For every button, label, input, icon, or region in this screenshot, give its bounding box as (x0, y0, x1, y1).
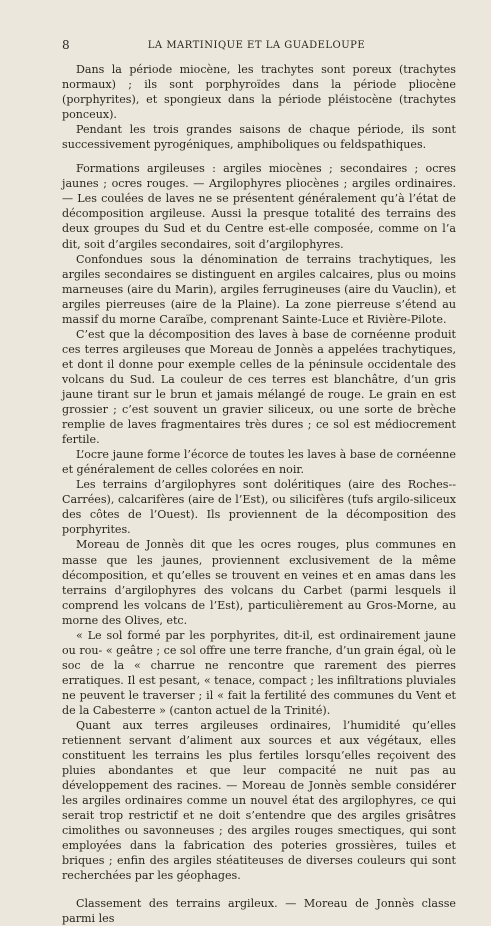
paragraph-6: L’ocre jaune forme l’écorce de toutes les laves à base de cornéenne et généralement de celles colorées en noir. (62, 448, 456, 477)
paragraph-10: Quant aux terres argileuses ordinaires, l’humidité qu’elles retiennent servant d’aliment aux sources et aux végétaux, elles constituent les terrains les plus fertiles lorsqu’elles reçoivent des pluies abondantes et que leur compacité ne nuit pas au développement des racines. — Moreau de Jonnès semble considérer les argiles ordinaires comme un nouvel état des argilophyres, ce qui serait trop restrictif et ne doit s’entendre que des argiles grisâtres cimolithes ou savonneuses ; des argiles rouges smectiques, qui sont employées dans la fabrication des poteries grossières, tuiles et briques ; enfin des argiles stéatiteuses de diverses couleurs qui sont recherchées par les géophages. (62, 719, 456, 883)
page-number: 8 (62, 38, 71, 52)
paragraph-7: Les terrains d’argilophyres sont doléritiques (aire des Roches--Carrées), calcarifères (aire de l’Est), ou silicifères (tufs argilo-siliceux des côtes de l’Ouest). Ils proviennent de la décomposition des porphyrites. (62, 478, 456, 537)
paragraph-8: Moreau de Jonnès dit que les ocres rouges, plus communes en masse que les jaunes, proviennent exclusivement de la même décomposition, et qu’elles se trouvent en veines et en amas dans les terrains d’argilophyres des volcans du Carbet (parmi lesquels il comprend les volcans de l’Est), particulièrement au Gros-Morne, au morne des Olives, etc. (62, 538, 456, 627)
body-text (62, 62, 456, 926)
running-title: LA MARTINIQUE ET LA GUADELOUPE (147, 40, 366, 51)
paragraph-4: Confondues sous la dénomination de terrains trachytiques, les argiles secondaires se distinguent en argiles calcaires, plus ou moins marneuses (aire du Marin), argiles ferrugineuses (aire du Vauclin), et argiles pierreuses (aire de la Plaine). La zone pierreuse s’étend au massif du morne Caraïbe, comprenant Sainte-Luce et Rivière-Pilote. (62, 252, 456, 326)
paragraph-3: Formations argileuses : argiles miocènes ; secondaires ; ocres jaunes ; ocres rouges. — Argilophyres pliocènes ; argiles ordinaires. — Les coulées de laves ne se présentent généralement qu’à l’état de décomposition argileuse. Aussi la presque totalité des terrains des deux groupes du Sud et du Centre est-elle composée, comme on l’a dit, soit d’argiles secondaires, soit d’argilophyres. (62, 162, 456, 251)
paragraph-1: Dans la période miocène, les trachytes sont poreux (trachytes normaux) ; ils sont porphyroïdes dans la période pliocène (porphyrites), et spongieux dans la période pléistocène (trachytes ponceux). (62, 63, 456, 122)
paragraph-11: Classement des terrains argileux. — Moreau de Jonnès classe parmi les (62, 896, 456, 925)
paragraph-5: C’est que la décomposition des laves à base de cornéenne produit ces terres argileuses que Moreau de Jonnès a appelées trachytiques, et dont il donne pour exemple celles de la péninsule occidentale des volcans du Sud. La couleur de ces terres est blanchâtre, d’un gris jaune tirant sur le brun et jamais mélangé de rouge. Le grain en est grossier ; c’est souvent un gravier siliceux, ou une sorte de brèche remplie de laves fragmentaires très dures ; ce sol est médiocrement fertile. (62, 327, 456, 447)
paragraph-2: Pendant les trois grandes saisons de chaque période, ils sont successivement pyrogéniques, amphiboliques ou feldspathiques. (62, 123, 456, 152)
paragraph-9-quote: « Le sol formé par les porphyrites, dit-il, est ordinairement jaune ou rou- « geâtre ; ce sol offre une terre franche, d’un grain égal, où le soc de la « charrue ne rencontre que rarement des pierres erratiques. Il est pesant, « tenace, compact ; les infiltrations pluviales ne peuvent le traverser ; il « fait la fertilité des communes du Vent et de la Cabesterre » (canton actuel de la Trinité). (62, 628, 456, 717)
running-head (62, 38, 451, 56)
